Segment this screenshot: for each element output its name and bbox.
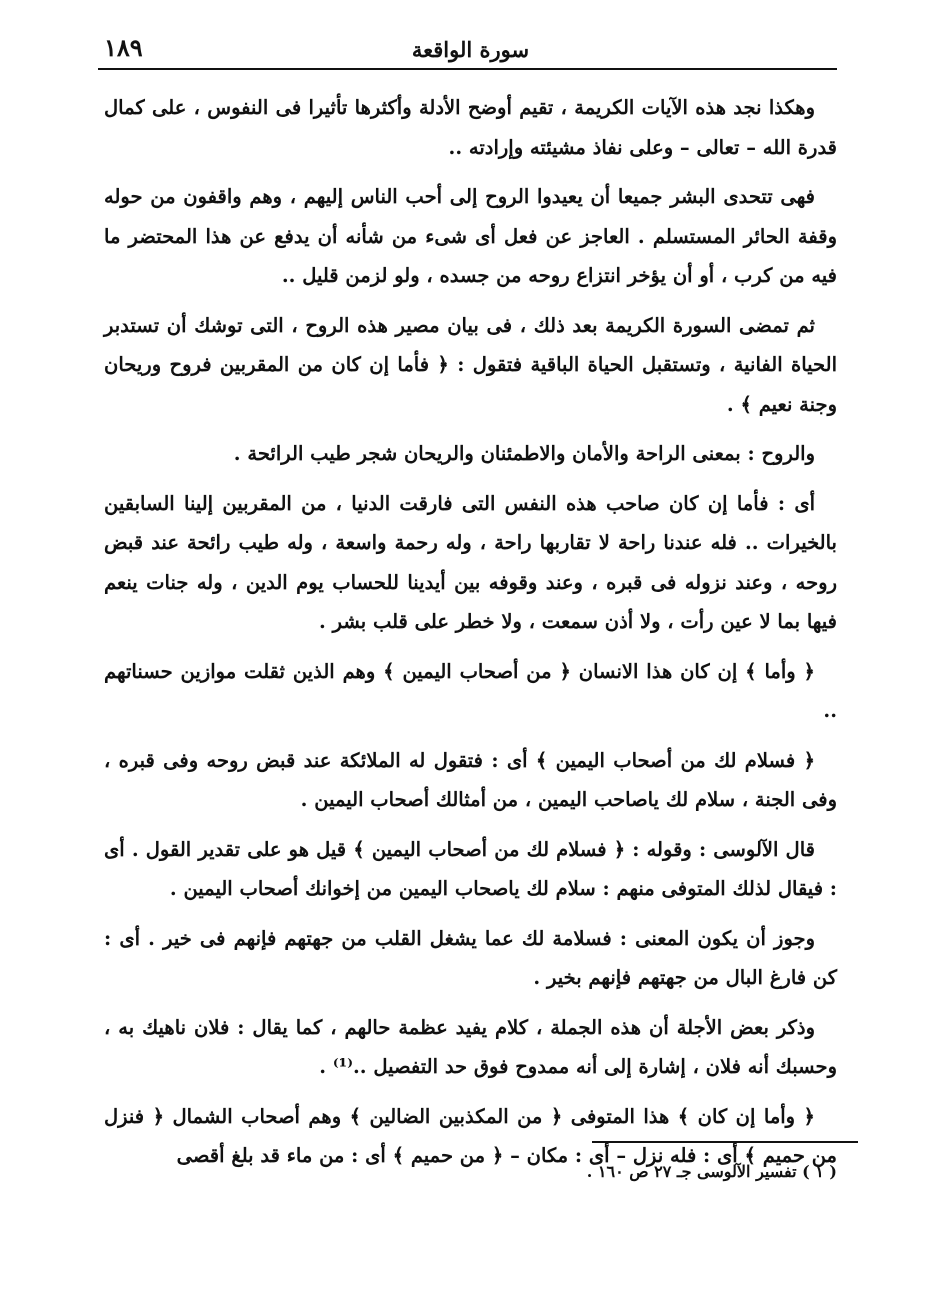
body-text bbox=[104, 88, 837, 1186]
paragraph: قال الآلوسى : وقوله : ﴿ فسلام لك من أصحاب اليمين ﴾ قيل هو على تقدير القول . أى : فيقال لذلك المتوفى منهم : سلام لك ياصحاب اليمين من إخوانك أصحاب اليمين . bbox=[104, 837, 837, 900]
footnote-rule bbox=[592, 1141, 858, 1143]
header-rule bbox=[98, 68, 837, 70]
footnote: ( ١ ) تفسير الآلوسى جـ ٢٧ ص ١٦٠ . bbox=[586, 1162, 837, 1181]
paragraph: وهكذا نجد هذه الآيات الكريمة ، تقيم أوضح الأدلة وأكثرها تأثيرا فى النفوس ، على كمال قدرة الله – تعالى – وعلى نفاذ مشيئته وإرادته .. bbox=[104, 96, 837, 159]
paragraph: وذكر بعض الأجلة أن هذه الجملة ، كلام يفيد عظمة حالهم ، كما يقال : فلان ناهيك به ، وحسبك أنه فلان ، إشارة إلى أنه ممدوح فوق حد التفصيل ..⁽¹⁾ . bbox=[104, 1015, 837, 1078]
surah-title: سورة الواقعة bbox=[411, 37, 530, 62]
paragraph: فهى تتحدى البشر جميعا أن يعيدوا الروح إلى أحب الناس إليهم ، وهم واقفون من حوله وقفة الحائر المستسلم . العاجز عن فعل أى شىء من شأنه أن يدفع عن هذا المحتضر ما فيه من كرب ، أو أن يؤخر انتزاع روحه من جسده ، ولو لزمن قليل .. bbox=[104, 185, 837, 287]
paragraph: ﴿ وأما ﴾ إن كان هذا الانسان ﴿ من أصحاب اليمين ﴾ وهم الذين ثقلت موازين حسناتهم .. bbox=[104, 659, 837, 722]
paragraph: أى : فأما إن كان صاحب هذه النفس التى فارقت الدنيا ، من المقربين إلينا السابقين بالخيرات .. فله عندنا راحة لا تقاربها راحة ، وله رحمة واسعة ، وله طيب رائحة عند قبض روحه ، وعند نزوله فى قبره ، وعند وقوفه بين أيدينا للحساب يوم الدين ، وله جنات ينعم فيها بما لا عين رأت ، ولا أذن سمعت ، ولا خطر على قلب بشر . bbox=[104, 491, 837, 633]
paragraph: ثم تمضى السورة الكريمة بعد ذلك ، فى بيان مصير هذه الروح ، التى توشك أن تستدبر الحياة الفانية ، وتستقبل الحياة الباقية فتقول : ﴿ فأما إن كان من المقربين فروح وريحان وجنة نعيم ﴾ . bbox=[104, 313, 837, 416]
paragraph: ﴿ فسلام لك من أصحاب اليمين ﴾ أى : فتقول له الملائكة عند قبض روحه وفى قبره ، وفى الجنة ، سلام لك ياصاحب اليمين ، من أمثالك أصحاب اليمين . bbox=[104, 748, 837, 811]
page-header bbox=[104, 30, 837, 66]
paragraph: ﴿ وأما إن كان ﴾ هذا المتوفى ﴿ من المكذبين الضالين ﴾ وهم أصحاب الشمال ﴿ فنزل من حميم ﴾ أى : فله نزل – أى : مكان – ﴿ من حميم ﴾ أى : من ماء قد بلغ أقصى bbox=[104, 1104, 837, 1167]
page-number: ١٨٩ bbox=[104, 33, 143, 62]
paragraph: والروح : بمعنى الراحة والأمان والاطمئنان والريحان شجر طيب الرائحة . bbox=[233, 442, 815, 465]
paragraph: وجوز أن يكون المعنى : فسلامة لك عما يشغل القلب من جهتهم فإنهم فى خير . أى : كن فارغ البال من جهتهم فإنهم بخير . bbox=[104, 926, 837, 989]
